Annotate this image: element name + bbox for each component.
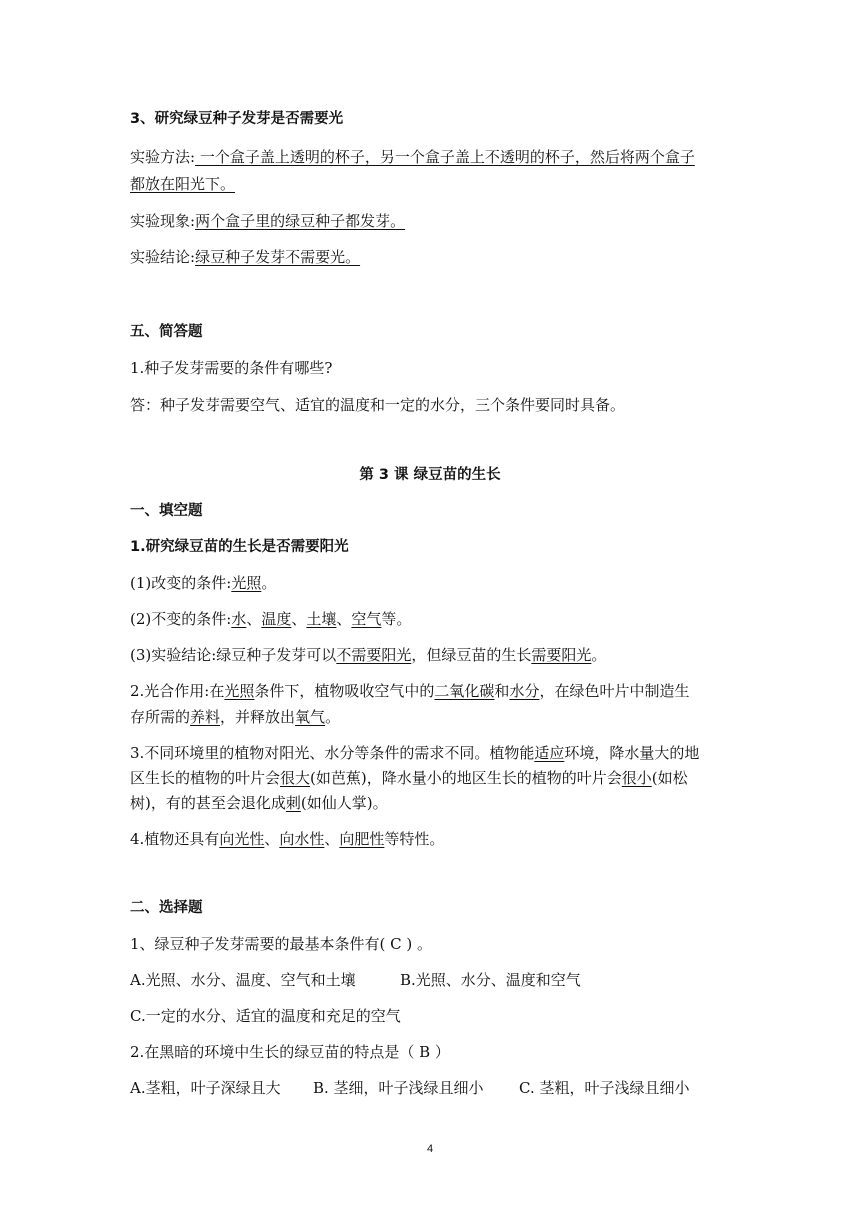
answer: 答：种子发芽需要空气、适宜的温度和一定的水分，三个条件要同时具备。 <box>130 396 626 414</box>
section-heading: 3、研究绿豆种子发芽是否需要光 <box>130 111 344 127</box>
choice-option-a: A.光照、水分、温度、空气和土壤 <box>130 971 356 989</box>
lesson-title: 第 3 课 绿豆苗的生长 <box>359 467 501 483</box>
fill-line: 3.不同环境里的植物对阳光、水分等条件的需求不同。植物能适应环境，降水量大的地 <box>130 744 700 762</box>
choice-option-c: C. 茎粗，叶子浅绿且细小 <box>519 1079 690 1097</box>
fill-line: (2)不变的条件:水、温度、土壤、空气等。 <box>130 610 412 628</box>
experiment-conclusion: 实验结论:绿豆种子发芽不需要光。 <box>130 248 361 266</box>
part5-heading: 五、简答题 <box>130 324 203 340</box>
fill-line: (1)改变的条件:光照。 <box>130 574 277 592</box>
fill-line: 树)，有的甚至会退化成刺(如仙人掌)。 <box>130 794 388 812</box>
choice-option-a: A.茎粗，叶子深绿且大 <box>130 1079 281 1097</box>
choice-heading: 二、选择题 <box>130 900 203 916</box>
choice-option-c: C.一定的水分、适宜的温度和充足的空气 <box>130 1007 401 1025</box>
choice-option-b: B.光照、水分、温度和空气 <box>400 971 581 989</box>
fill-line: 2.光合作用:在光照条件下，植物吸收空气中的二氧化碳和水分，在绿色叶片中制造生 <box>130 682 690 700</box>
question: 1.种子发芽需要的条件有哪些? <box>130 359 333 377</box>
fill-line: (3)实验结论:绿豆种子发芽可以不需要阳光，但绿豆苗的生长需要阳光。 <box>130 646 607 664</box>
experiment-phenomenon: 实验现象:两个盒子里的绿豆种子都发芽。 <box>130 212 406 230</box>
choice-question: 2.在黑暗的环境中生长的绿豆苗的特点是（ B ） <box>130 1043 450 1061</box>
fill-line: 4.植物还具有向光性、向水性、向肥性等特性。 <box>130 830 445 848</box>
experiment-method-cont: 都放在阳光下。 <box>130 175 236 193</box>
fill-q1-title: 1.研究绿豆苗的生长是否需要阳光 <box>130 539 349 555</box>
fill-line: 区生长的植物的叶片会很大(如芭蕉)，降水量小的地区生长的植物的叶片会很小(如松 <box>130 769 688 787</box>
page-number: 4 <box>426 1143 434 1155</box>
choice-question: 1、绿豆种子发芽需要的最基本条件有( C ) 。 <box>130 935 433 953</box>
fill-heading: 一、填空题 <box>130 503 203 519</box>
fill-line: 存所需的养料，并释放出氧气。 <box>130 708 341 726</box>
experiment-method: 实验方法: 一个盒子盖上透明的杯子，另一个盒子盖上不透明的杯子，然后将两个盒子 <box>130 148 695 166</box>
choice-option-b: B. 茎细，叶子浅绿且细小 <box>313 1079 484 1097</box>
